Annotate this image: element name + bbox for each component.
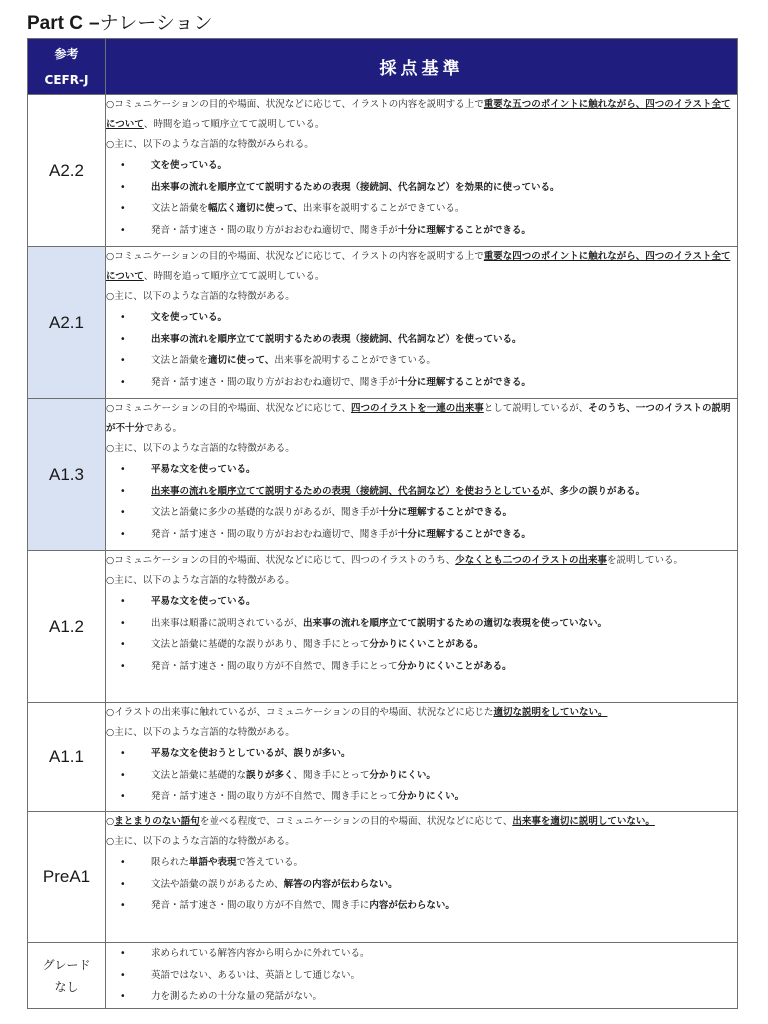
table-row — [28, 95, 738, 247]
list-item: • 発音・話す速さ・間の取り方がおおむね適切で、聞き手が十分に理解することができる。 — [106, 220, 737, 242]
criteria-cell — [106, 95, 738, 247]
list-item: • 限られた単語や表現で答えている。 — [106, 852, 737, 874]
header-cefr-ref — [28, 39, 106, 95]
list-item: • 出来事の流れを順序立てて説明するための表現（接続詞、代名詞など）を使っている。 — [106, 329, 737, 351]
criteria-intro: ○コミュニケーションの目的や場面、状況などに応じて、四つのイラストのうち、少なくとも二つのイラストの出来事を説明している。 — [106, 555, 683, 566]
table-row — [28, 247, 738, 399]
feature-list — [106, 591, 737, 677]
criteria-subheading: ○主に、以下のような言語的な特徴がある。 — [106, 291, 295, 302]
level-cell: A2.1 — [28, 247, 106, 399]
feature-list — [106, 155, 737, 241]
list-item: • 平易な文を使っている。 — [106, 459, 737, 481]
criteria-intro: ○コミュニケーションの目的や場面、状況などに応じて、四つのイラストを一連の出来事として説明しているが、そのうち、一つのイラストの説明が不十分である。 — [106, 403, 731, 434]
feature-list — [106, 459, 737, 545]
list-item: • 文法と語彙に基礎的な誤りが多く、聞き手にとって分かりにくい。 — [106, 765, 737, 787]
list-item: • 発音・話す速さ・間の取り方がおおむね適切で、聞き手が十分に理解することができる。 — [106, 524, 737, 546]
criteria-subheading: ○主に、以下のような言語的な特徴がある。 — [106, 575, 295, 586]
level-line: グレード — [42, 957, 91, 972]
table-row — [28, 943, 738, 1009]
criteria-cell — [106, 551, 738, 703]
criteria-intro: ○まとまりのない語句を並べる程度で、コミュニケーションの目的や場面、状況などに応じて、出来事を適切に説明していない。 — [106, 816, 655, 827]
title-dash: – — [89, 13, 100, 34]
criteria-cell — [106, 399, 738, 551]
table-row — [28, 812, 738, 943]
list-item: • 文法や語彙の誤りがあるため、解答の内容が伝わらない。 — [106, 874, 737, 896]
level-cell: A1.3 — [28, 399, 106, 551]
list-item: • 文法と語彙を適切に使って、出来事を説明することができている。 — [106, 350, 737, 372]
table-row — [28, 399, 738, 551]
level-cell — [28, 943, 106, 1009]
header-criteria: 採点基準 — [106, 39, 738, 95]
feature-list — [106, 743, 737, 808]
list-item: • 英語ではない、あるいは、英語として通じない。 — [106, 965, 737, 987]
list-item: • 出来事の流れを順序立てて説明するための表現（接続詞、代名詞など）を使おうとしているが、多少の誤りがある。 — [106, 481, 737, 503]
feature-list — [106, 307, 737, 393]
list-item: • 出来事は順番に説明されているが、出来事の流れを順序立てて説明するための適切な表現を使っていない。 — [106, 613, 737, 635]
rubric-table — [27, 38, 738, 1009]
table-row — [28, 703, 738, 812]
criteria-subheading: ○主に、以下のような言語的な特徴がある。 — [106, 727, 295, 738]
list-item: • 発音・話す速さ・間の取り方がおおむね適切で、聞き手が十分に理解することができる。 — [106, 372, 737, 394]
criteria-intro: ○コミュニケーションの目的や場面、状況などに応じて、イラストの内容を説明する上で重要な五つのポイントに触れながら、四つのイラスト全てについて、時間を追って順序立てて説明している。 — [106, 99, 731, 130]
list-item: • 平易な文を使おうとしているが、誤りが多い。 — [106, 743, 737, 765]
criteria-cell — [106, 943, 738, 1009]
criteria-subheading: ○主に、以下のような言語的な特徴がある。 — [106, 443, 295, 454]
list-item: • 文法と語彙に基礎的な誤りがあり、聞き手にとって分かりにくいことがある。 — [106, 634, 737, 656]
title-part-label: Part C — [27, 13, 83, 34]
criteria-intro: ○コミュニケーションの目的や場面、状況などに応じて、イラストの内容を説明する上で重要な四つのポイントに触れながら、四つのイラスト全てについて、時間を追って順序立てて説明している。 — [106, 251, 731, 282]
level-cell: A1.2 — [28, 551, 106, 703]
list-item: • 発音・話す速さ・間の取り方が不自然で、聞き手にとって分かりにくい。 — [106, 786, 737, 808]
criteria-subheading: ○主に、以下のような言語的な特徴がみられる。 — [106, 139, 314, 150]
list-item: • 文法と語彙に多少の基礎的な誤りがあるが、聞き手が十分に理解することができる。 — [106, 502, 737, 524]
header-ref-line1: 参考 — [54, 46, 79, 61]
criteria-subheading: ○主に、以下のような言語的な特徴がある。 — [106, 836, 295, 847]
list-item: • 出来事の流れを順序立てて説明するための表現（接続詞、代名詞など）を効果的に使っている。 — [106, 177, 737, 199]
page-title — [27, 8, 212, 35]
level-cell: A2.2 — [28, 95, 106, 247]
list-item: • 文を使っている。 — [106, 155, 737, 177]
criteria-intro: ○イラストの出来事に触れているが、コミュニケーションの目的や場面、状況などに応じた適切な説明をしていない。 — [106, 707, 608, 718]
list-item: • 平易な文を使っている。 — [106, 591, 737, 613]
table-row — [28, 551, 738, 703]
feature-list — [106, 852, 737, 917]
level-line: なし — [54, 979, 79, 994]
list-item: • 力を測るための十分な量の発話がない。 — [106, 986, 737, 1008]
list-item: • 文法と語彙を幅広く適切に使って、出来事を説明することができている。 — [106, 198, 737, 220]
list-item: • 文を使っている。 — [106, 307, 737, 329]
feature-list — [106, 943, 737, 1008]
criteria-cell — [106, 812, 738, 943]
criteria-cell — [106, 247, 738, 399]
list-item: • 求められている解答内容から明らかに外れている。 — [106, 943, 737, 965]
criteria-cell — [106, 703, 738, 812]
level-cell: PreA1 — [28, 812, 106, 943]
level-cell: A1.1 — [28, 703, 106, 812]
header-ref-line2: CEFR-J — [44, 72, 89, 87]
title-subtitle: ナレーション — [99, 12, 213, 34]
list-item: • 発音・話す速さ・間の取り方が不自然で、聞き手にとって分かりにくいことがある。 — [106, 656, 737, 678]
table-header-row — [28, 39, 738, 95]
list-item: • 発音・話す速さ・間の取り方が不自然で、聞き手に内容が伝わらない。 — [106, 895, 737, 917]
